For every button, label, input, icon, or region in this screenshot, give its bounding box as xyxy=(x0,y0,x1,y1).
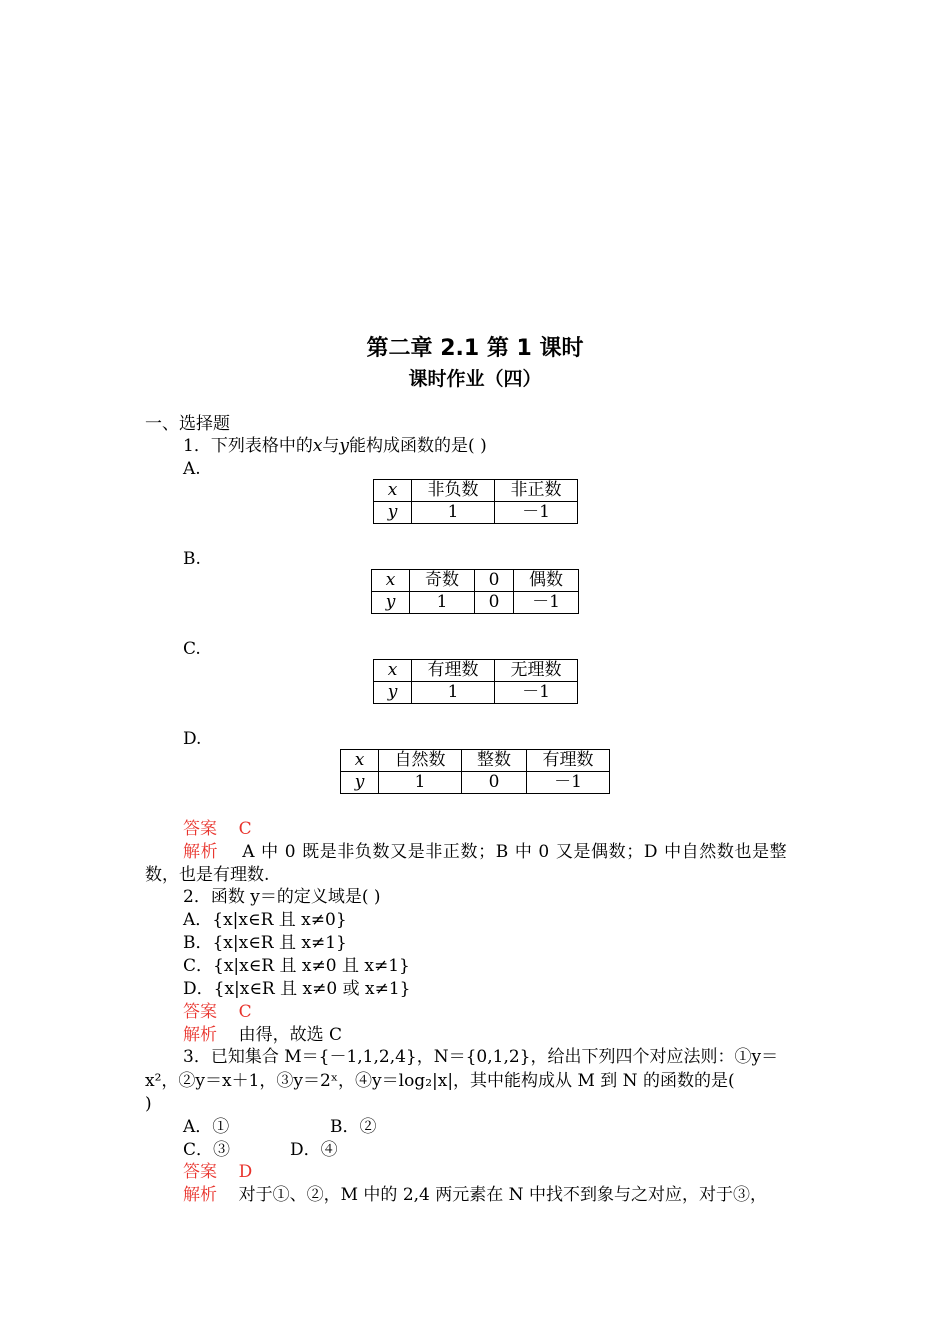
q1-option-d-label: D. xyxy=(183,729,202,749)
q1-table-a xyxy=(373,479,578,524)
q3-stem-line3: ) xyxy=(145,1094,152,1114)
q2-option-c: C．{x|x∈R 且 x≠0 且 x≠1} xyxy=(183,956,410,976)
q1-analysis-cont: 数，也是有理数. xyxy=(145,865,270,885)
q1-option-b-label: B. xyxy=(183,549,201,569)
q1-option-c-label: C. xyxy=(183,639,201,659)
q3-option-b: B．② xyxy=(330,1117,377,1137)
table-cell: x xyxy=(372,570,410,592)
table-cell: 偶数 xyxy=(514,570,579,592)
q3-option-a: A．① xyxy=(183,1117,230,1137)
q2-stem: 2．函数 y＝的定义域是( ) xyxy=(183,887,381,907)
table-row xyxy=(374,660,578,682)
table-cell: 无理数 xyxy=(495,660,578,682)
q3-option-d: D．④ xyxy=(290,1140,338,1160)
q2-analysis: 解析 由得，故选 C xyxy=(183,1025,343,1045)
q3-stem-line1: 3．已知集合 M＝{－1,1,2,4}，N＝{0,1,2}，给出下列四个对应法则：①y＝ xyxy=(183,1047,779,1067)
table-cell: x xyxy=(374,480,412,502)
table-cell: －1 xyxy=(514,592,579,614)
page-title: 第二章 2.1 第 1 课时 xyxy=(366,336,584,361)
table-cell: －1 xyxy=(527,772,610,794)
table-cell: 1 xyxy=(412,502,495,524)
table-cell: －1 xyxy=(495,502,578,524)
table-cell: x xyxy=(341,750,379,772)
table-cell: －1 xyxy=(495,682,578,704)
q2-option-a: A．{x|x∈R 且 x≠0} xyxy=(183,910,347,930)
q2-answer: 答案 C xyxy=(183,1002,252,1022)
table-row xyxy=(341,772,610,794)
table-cell: 1 xyxy=(412,682,495,704)
q3-answer: 答案 D xyxy=(183,1162,253,1182)
table-cell: 非正数 xyxy=(495,480,578,502)
table-cell: 有理数 xyxy=(527,750,610,772)
table-cell: x xyxy=(374,660,412,682)
table-cell: 整数 xyxy=(462,750,527,772)
table-cell: 奇数 xyxy=(410,570,475,592)
q1-table-d xyxy=(340,749,610,794)
table-row xyxy=(374,480,578,502)
q1-analysis: 解析 A 中 0 既是非负数又是非正数；B 中 0 又是偶数；D 中自然数也是整 xyxy=(183,842,788,862)
table-cell: 有理数 xyxy=(412,660,495,682)
table-row xyxy=(372,570,579,592)
q3-option-c: C．③ xyxy=(183,1140,231,1160)
table-cell: y xyxy=(341,772,379,794)
q2-option-d: D．{x|x∈R 且 x≠0 或 x≠1} xyxy=(183,979,411,999)
table-cell: 0 xyxy=(475,592,514,614)
q1-table-c xyxy=(373,659,578,704)
table-row xyxy=(341,750,610,772)
q3-stem-line2: x²，②y＝x＋1，③y＝2ˣ，④y＝log₂|x|，其中能构成从 M 到 N 的函数的是( xyxy=(145,1071,735,1091)
table-row xyxy=(374,502,578,524)
table-cell: 0 xyxy=(462,772,527,794)
q1-table-b xyxy=(371,569,579,614)
q3-analysis: 解析 对于①、②，M 中的 2,4 两元素在 N 中找不到象与之对应，对于③， xyxy=(183,1185,767,1205)
table-row xyxy=(372,592,579,614)
section-heading: 一、选择题 xyxy=(145,414,230,434)
table-cell: 1 xyxy=(410,592,475,614)
table-cell: 非负数 xyxy=(412,480,495,502)
table-cell: y xyxy=(372,592,410,614)
page-subtitle: 课时作业（四） xyxy=(408,368,542,390)
table-cell: 0 xyxy=(475,570,514,592)
table-cell: 1 xyxy=(379,772,462,794)
table-cell: 自然数 xyxy=(379,750,462,772)
table-cell: y xyxy=(374,682,412,704)
q1-option-a-label: A. xyxy=(183,459,201,479)
q2-option-b: B．{x|x∈R 且 x≠1} xyxy=(183,933,347,953)
table-cell: y xyxy=(374,502,412,524)
q1-stem: 1．下列表格中的x与y能构成函数的是( ) xyxy=(183,436,487,456)
table-row xyxy=(374,682,578,704)
q1-answer: 答案 C xyxy=(183,819,252,839)
